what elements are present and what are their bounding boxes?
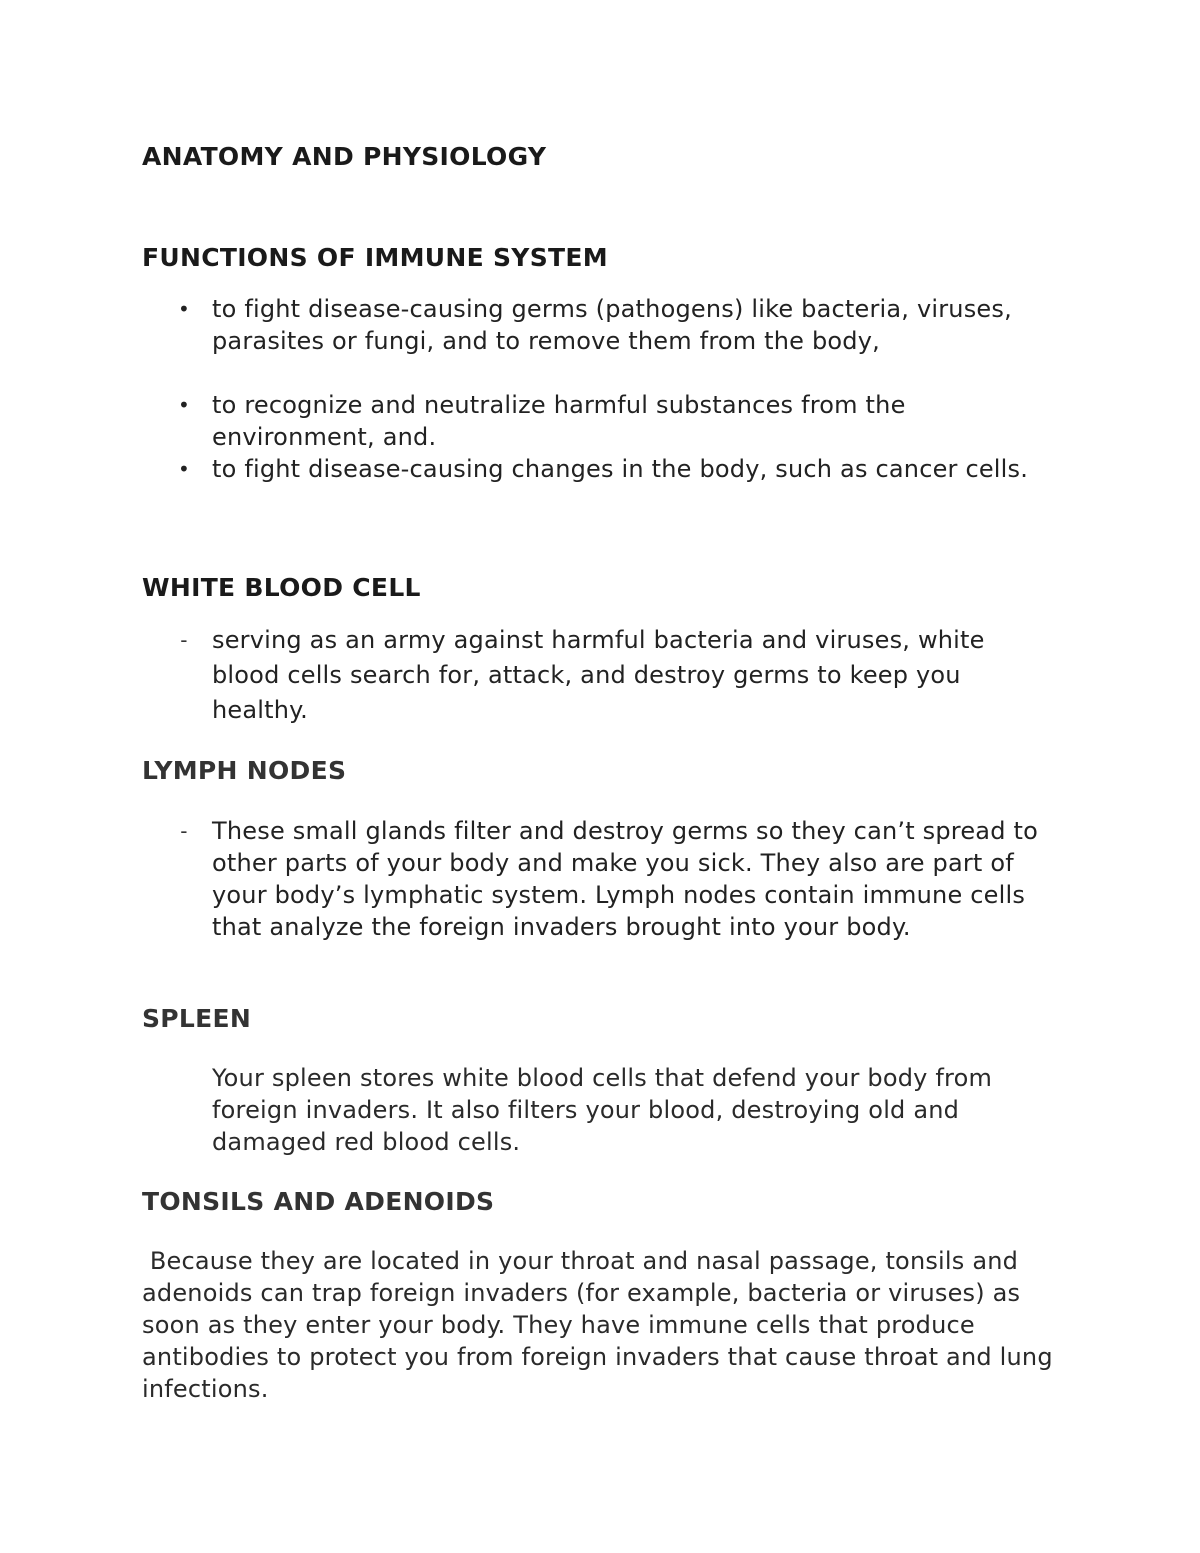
list-item-text: to fight disease-causing changes in the body, such as cancer cells. [212,455,1029,483]
list-item-text: to fight disease-causing germs (pathogens) like bacteria, viruses, parasites or fungi, and to remove them from the body, [212,295,1012,355]
list-item [180,815,1072,943]
section-heading-functions: FUNCTIONS OF IMMUNE SYSTEM [142,243,608,272]
bullet-icon: • [178,393,190,417]
list-item [180,623,1042,728]
bullet-icon: • [178,457,190,481]
list-item [178,453,1072,485]
section-heading-tonsils-adenoids: TONSILS AND ADENOIDS [142,1187,495,1216]
section-heading-white-blood-cell: WHITE BLOOD CELL [142,573,421,602]
list-item [178,293,1072,357]
list-item-text: serving as an army against harmful bacteria and viruses, white blood cells search for, attack, and destroy germs to keep you healthy. [212,626,985,724]
section-heading-lymph-nodes: LYMPH NODES [142,756,347,785]
dash-icon: - [180,628,188,652]
list-item-text: to recognize and neutralize harmful substances from the environment, and. [212,391,906,451]
dash-icon: - [180,819,188,843]
page-title: ANATOMY AND PHYSIOLOGY [142,142,547,171]
list-item-text: These small glands filter and destroy germs so they can’t spread to other parts of your body and make you sick. They also are part of your body’s lymphatic system. Lymph nodes contain immune cells that analyze the foreign invaders brought into your body. [212,817,1038,941]
list-item [178,389,1072,453]
bullet-icon: • [178,297,190,321]
spleen-paragraph: Your spleen stores white blood cells that defend your body from foreign invaders. It also filters your blood, destroying old and damaged red blood cells. [212,1064,993,1156]
section-heading-spleen: SPLEEN [142,1004,252,1033]
tonsils-paragraph: Because they are located in your throat and nasal passage, tonsils and adenoids can trap foreign invaders (for example, bacteria or viruses) as soon as they enter your body. They have immune cells that produce antibodies to protect you from foreign invaders that cause throat and lung infections. [142,1247,1061,1403]
